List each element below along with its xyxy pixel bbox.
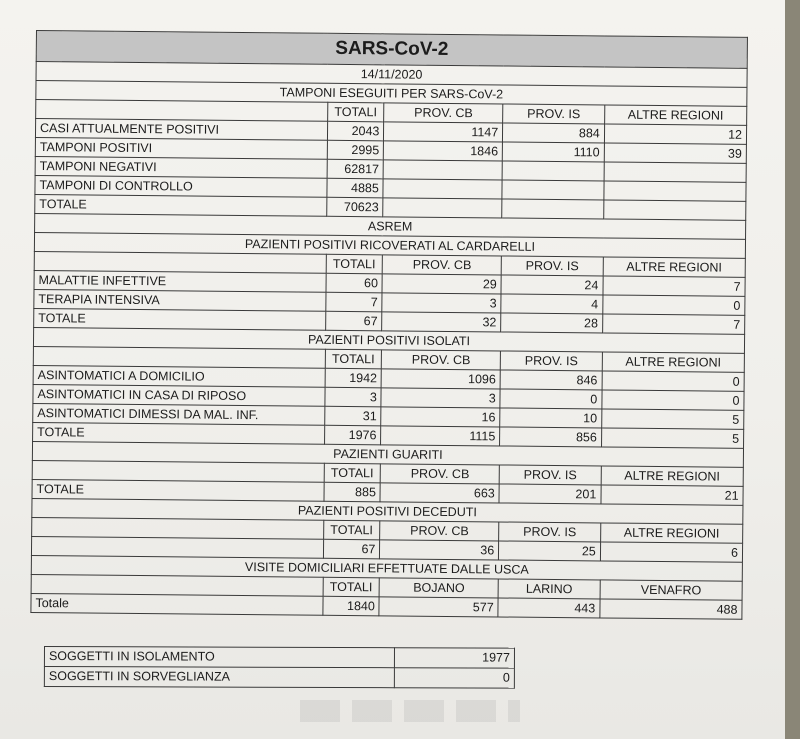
deceduti-section-title: PAZIENTI POSITIVI DECEDUTI [32,498,743,524]
value-cell [383,198,502,218]
value-cell: 0 [602,390,744,410]
row-label: TOTALE [35,194,327,216]
column-header: PROV. CB [383,255,502,275]
column-header: ALTRE REGIONI [601,466,743,486]
report-table-container [30,30,748,620]
column-header: ALTRE REGIONI [602,352,744,372]
value-cell: 1846 [384,141,503,161]
value-cell: 16 [381,407,500,427]
usca-section-title: VISITE DOMICILIARI EFFETTUATE DALLE USCA [31,555,742,581]
row-label: Totale [31,593,323,615]
column-header: PROV. IS [499,522,601,542]
value-cell: 856 [500,427,602,447]
guariti-section-title: PAZIENTI GUARITI [32,441,743,467]
value-cell: 1096 [381,369,500,389]
value-cell: 10 [500,408,602,428]
soggetti-table-container [44,646,514,689]
soggetti-row-isolamento [44,647,514,669]
row-label: ASINTOMATICI DIMESSI DA MAL. INF. [33,403,325,425]
value-cell [502,180,604,200]
value-cell: 1840 [322,596,379,616]
column-header: TOTALI [323,577,380,597]
column-header: ALTRE REGIONI [603,257,745,277]
value-cell [603,200,745,220]
row-label: TOTALE [34,308,326,330]
value-cell: 0 [602,371,744,391]
column-header: TOTALI [327,102,384,122]
report-title: SARS-CoV-2 [36,31,747,69]
value-cell: 1976 [324,425,381,445]
row-label: ASINTOMATICI IN CASA DI RIPOSO [33,384,325,406]
column-header: PROV. IS [499,465,601,485]
row-label: MALATTIE INFETTIVE [34,270,326,292]
row-label: TERAPIA INTENSIVA [34,289,326,311]
isolati-section-title: PAZIENTI POSITIVI ISOLATI [33,327,744,353]
value-cell: 4 [501,294,603,314]
column-header: PROV. CB [380,521,499,541]
soggetti-table [44,646,515,689]
value-cell: 488 [600,599,742,619]
column-header: PROV. CB [381,464,500,484]
value-cell [502,161,604,181]
report-date: 14/11/2020 [36,62,747,88]
column-header: LARINO [498,579,600,599]
value-cell: 7 [325,292,382,312]
row-label: TAMPONI DI CONTROLLO [35,175,327,197]
value-cell: 2043 [327,121,384,141]
value-cell: 846 [500,370,602,390]
value-cell: 28 [501,313,603,333]
row-label: TOTALE [32,479,324,501]
value-cell [502,199,604,219]
value-cell: 885 [323,482,380,502]
value-cell: 884 [503,123,605,143]
soggetti-value: 0 [394,668,514,688]
value-cell: 24 [501,275,603,295]
column-header: PROV. CB [382,350,501,370]
row-label: CASI ATTUALMENTE POSITIVI [35,119,327,141]
value-cell: 4885 [326,178,383,198]
soggetti-label: SOGGETTI IN ISOLAMENTO [44,647,394,668]
value-cell: 1115 [381,426,500,446]
column-header: VENAFRO [600,580,742,600]
soggetti-value: 1977 [394,648,514,668]
soggetti-label: SOGGETTI IN SORVEGLIANZA [44,667,394,688]
column-header: ALTRE REGIONI [604,105,746,125]
tamponi-section-title: TAMPONI ESEGUITI PER SARS-CoV-2 [36,81,747,107]
value-cell: 3 [324,387,381,407]
value-cell: 201 [499,484,601,504]
value-cell: 7 [602,314,744,334]
column-header: TOTALI [323,520,380,540]
value-cell: 5 [601,409,743,429]
show-through-text [300,700,520,722]
row-label: TOTALE [33,422,325,444]
value-cell: 32 [382,312,501,332]
row-label: TAMPONI NEGATIVI [35,156,327,178]
value-cell: 2995 [327,140,384,160]
value-cell: 1147 [384,122,503,142]
column-header: PROV. IS [500,351,602,371]
column-header: PROV. IS [503,104,605,124]
soggetti-row-sorveglianza [44,667,514,689]
value-cell: 0 [603,295,745,315]
value-cell: 36 [380,540,499,560]
value-cell: 3 [381,388,500,408]
value-cell: 7 [603,276,745,296]
value-cell: 12 [604,124,746,144]
value-cell [383,179,502,199]
value-cell: 5 [601,428,743,448]
value-cell [604,162,746,182]
row-label: ASINTOMATICI A DOMICILIO [33,365,325,387]
value-cell: 29 [382,274,501,294]
value-cell: 39 [604,143,746,163]
value-cell: 443 [498,598,600,618]
row-label: TAMPONI POSITIVI [35,137,327,159]
value-cell: 60 [325,273,382,293]
value-cell: 25 [499,541,601,561]
value-cell: 1942 [325,368,382,388]
column-header: BOJANO [379,578,498,598]
column-header: TOTALI [324,463,381,483]
value-cell: 6 [600,542,742,562]
column-header: ALTRE REGIONI [600,523,742,543]
value-cell: 577 [379,597,498,617]
value-cell: 67 [323,539,380,559]
value-cell: 31 [324,406,381,426]
value-cell: 62817 [327,159,384,179]
value-cell [383,160,502,180]
value-cell: 21 [601,485,743,505]
value-cell: 3 [382,293,501,313]
column-header: TOTALI [325,349,382,369]
value-cell: 0 [500,389,602,409]
value-cell: 70623 [326,197,383,217]
value-cell: 1110 [502,142,604,162]
asrem-label: ASREM [35,213,746,239]
report-table-body [31,31,748,620]
ricoverati-section-title: PAZIENTI POSITIVI RICOVERATI AL CARDARELLI [34,232,745,258]
column-header: PROV. IS [501,256,603,276]
report-table [30,30,748,620]
value-cell [604,181,746,201]
column-header: TOTALI [326,254,383,274]
column-header: PROV. CB [384,103,503,123]
value-cell: 67 [325,311,382,331]
value-cell: 663 [380,483,499,503]
